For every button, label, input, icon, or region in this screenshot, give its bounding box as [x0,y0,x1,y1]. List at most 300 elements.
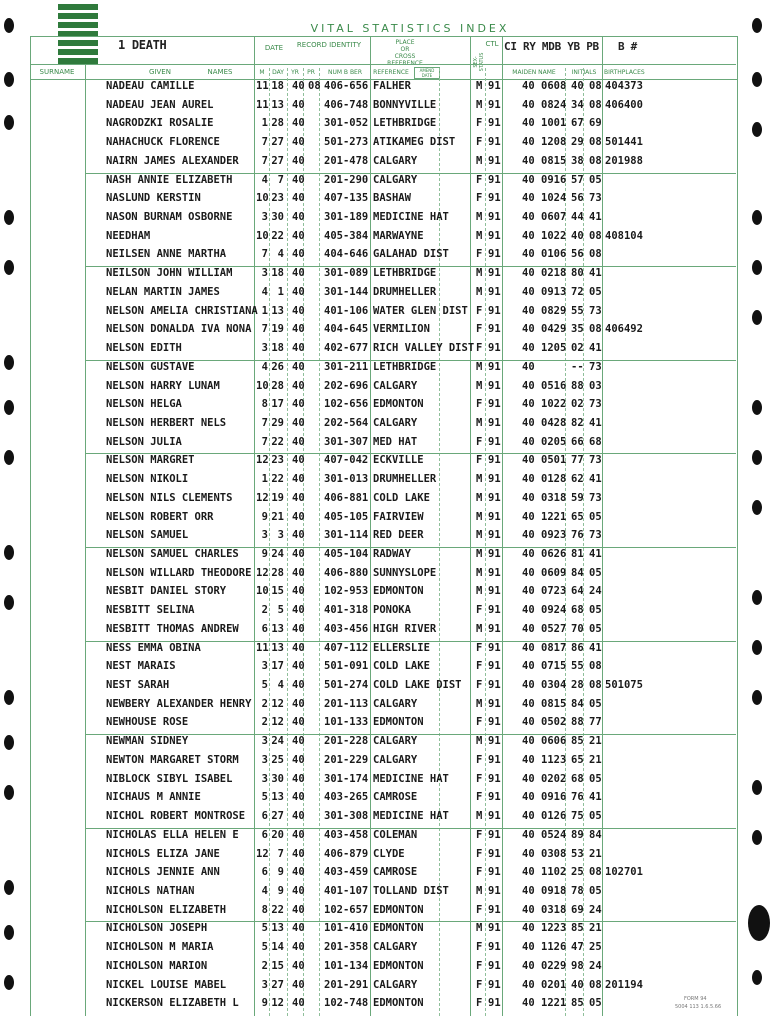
month-cell: 7 [261,154,268,167]
pb-cell: 68 [589,435,602,448]
name-cell: NEWTON MARGARET STORM [106,753,239,766]
name-cell: NEILSON JOHN WILLIAM [106,267,233,280]
record-number-cell: 201-291 [324,978,369,991]
pb-cell: 41 [589,791,602,804]
year-cell: 40 [292,136,305,149]
yb-cell: 76 [571,529,584,542]
month-cell: 1 [261,473,268,486]
month-cell: 3 [261,772,268,785]
record-number-cell: 102-748 [324,997,369,1010]
record-number-cell: 301-211 [324,360,369,373]
mdb-cell: 1102 [541,866,567,879]
sex-status-header: SEX-STATUS [473,52,485,72]
record-row [30,866,736,885]
sex-cell: F [476,997,483,1010]
b-number-header: B # [618,40,637,53]
name-cell: NEILSEN ANNE MARTHA [106,248,227,261]
record-row [30,642,736,661]
yb-cell: 44 [571,211,584,224]
ctl-cell: 91 [488,847,501,860]
ctl-cell: 91 [488,660,501,673]
year-cell: 40 [292,510,305,523]
year-cell: 40 [292,697,305,710]
ctl-cell: 91 [488,622,501,635]
sex-cell: M [476,922,483,935]
sex-cell: F [476,192,483,205]
place-cell: CALGARY [373,753,418,766]
pb-cell: 24 [589,903,602,916]
yb-cell: 98 [571,959,584,972]
sex-cell: M [476,622,483,635]
pb-cell: 05 [589,697,602,710]
ctl-cell: 91 [488,884,501,897]
mdb-cell: 0916 [541,791,567,804]
pb-cell: 08 [589,248,602,261]
record-number-cell: 403-456 [324,622,369,635]
month-cell: 12 [256,454,269,467]
punch-hole [4,450,14,465]
record-row [30,305,736,324]
place-cell: MARWAYNE [373,229,424,242]
day-cell: 12 [271,716,284,729]
year-cell: 40 [292,903,305,916]
record-number-cell: 201-228 [324,735,369,748]
mdb-cell: 0524 [541,828,567,841]
name-cell: NASH ANNIE ELIZABETH [106,173,233,186]
record-number-cell: 301-013 [324,473,369,486]
record-number-cell: 301-052 [324,117,369,130]
ctl-cell: 91 [488,997,501,1010]
month-cell: 10 [256,229,269,242]
ctl-cell: 91 [488,903,501,916]
ci-ry-cell: 40 [522,959,535,972]
record-row [30,342,736,361]
month-cell: 8 [261,398,268,411]
record-row [30,922,736,941]
ctl-cell: 91 [488,510,501,523]
record-row [30,248,736,267]
sex-cell: M [476,379,483,392]
yb-cell: 66 [571,435,584,448]
record-row [30,941,736,960]
yb-cell: 70 [571,622,584,635]
sex-cell: M [476,285,483,298]
ci-ry-cell: 40 [522,360,535,373]
yb-cell: 56 [571,192,584,205]
year-cell: 40 [292,922,305,935]
year-cell: 40 [292,884,305,897]
month-cell: 8 [261,903,268,916]
day-cell: 18 [271,267,284,280]
mdb-cell: 0205 [541,435,567,448]
pb-cell: 08 [589,323,602,336]
day-cell: 19 [271,491,284,504]
day-cell: 28 [271,379,284,392]
ctl-cell: 91 [488,529,501,542]
reference-label: REFERENCE [373,69,409,76]
ci-ry-cell: 40 [522,98,535,111]
mdb-cell: 0829 [541,304,567,317]
initials-label: INITIALS [571,69,597,76]
mdb-cell: 0318 [541,491,567,504]
ctl-cell: 91 [488,173,501,186]
punch-hole [4,210,14,225]
punch-hole [4,545,14,560]
sex-cell: M [476,510,483,523]
yb-cell: 65 [571,510,584,523]
ctl-cell: 91 [488,117,501,130]
sex-cell: F [476,828,483,841]
year-cell: 40 [292,959,305,972]
ci-ry-cell: 40 [522,473,535,486]
sex-cell: F [476,173,483,186]
name-cell: NICHOLAS ELLA HELEN E [106,828,239,841]
yb-cell: 64 [571,585,584,598]
mdb-cell: 0715 [541,660,567,673]
place-cell: TOLLAND DIST [373,884,449,897]
given-label: GIVEN [149,68,171,76]
ci-ry-cell: 40 [522,641,535,654]
day-cell: 26 [271,360,284,373]
record-number-cell: 102-657 [324,903,369,916]
yb-cell: 40 [571,978,584,991]
name-cell: NESBITT THOMAS ANDREW [106,622,239,635]
punch-hole [4,355,14,370]
ci-ry-cell: 40 [522,435,535,448]
ci-ry-cell: 40 [522,828,535,841]
day-cell: 15 [271,959,284,972]
day-cell: 22 [271,473,284,486]
yb-cell: 53 [571,847,584,860]
sex-cell: F [476,753,483,766]
place-cell: CALGARY [373,416,418,429]
day-cell: 24 [271,548,284,560]
year-cell: 40 [292,566,305,579]
place-cell: EDMONTON [373,398,424,411]
day-cell: 13 [271,791,284,804]
day-cell: 3 [277,529,284,542]
year-cell: 40 [292,154,305,167]
place-cell: DRUMHELLER [373,473,437,486]
punch-hole [4,18,14,33]
ci-ry-cell: 40 [522,454,535,467]
record-row [30,548,736,567]
ci-ry-cell: 40 [522,192,535,205]
record-row [30,904,736,923]
record-row [30,791,736,810]
day-cell: 30 [271,772,284,785]
ci-ry-cell: 40 [522,117,535,130]
yb-cell: 85 [571,997,584,1010]
record-number-cell: 405-384 [324,229,369,242]
place-cell: BONNYVILLE [373,98,437,111]
sex-cell: M [476,229,483,242]
year-cell: 40 [292,997,305,1010]
ctl-cell: 91 [488,753,501,766]
ctl-cell: 91 [488,360,501,373]
sex-cell: M [476,416,483,429]
place-cell: CALGARY [373,173,418,186]
ctl-cell: 91 [488,229,501,242]
name-cell: NICHOLS NATHAN [106,884,195,897]
punch-hole [752,260,762,275]
record-row [30,829,736,848]
month-cell: 5 [261,679,268,692]
punch-hole [752,450,762,465]
record-number-cell: 501-091 [324,660,369,673]
b-number-cell: 501075 [605,679,643,692]
name-cell: NELSON SAMUEL CHARLES [106,548,239,560]
ctl-cell: 91 [488,716,501,729]
yb-cell: 88 [571,716,584,729]
pb-cell: 08 [589,136,602,149]
record-number-cell: 401-318 [324,604,369,617]
mdb-cell: 0126 [541,810,567,823]
mdb-cell: 0916 [541,173,567,186]
record-row [30,136,736,155]
record-row [30,192,736,211]
record-row [30,473,736,492]
ctl-cell: 91 [488,548,501,560]
name-cell: NAIRN JAMES ALEXANDER [106,154,239,167]
mdb-cell: 0304 [541,679,567,692]
mdb-cell: 0815 [541,154,567,167]
mdb-cell: 0723 [541,585,567,598]
record-row [30,585,736,604]
b-number-cell: 408104 [605,229,643,242]
sex-cell: M [476,154,483,167]
year-cell: 40 [292,735,305,748]
name-cell: NELSON EDITH [106,342,182,355]
ci-ry-cell: 40 [522,304,535,317]
record-number-cell: 301-307 [324,435,369,448]
pr-cell: 08 [308,80,321,92]
day-cell: 18 [271,342,284,355]
ctl-cell: 91 [488,211,501,224]
mdb-cell: 1001 [541,117,567,130]
record-number-cell: 201-113 [324,697,369,710]
ci-ry-cell: 40 [522,566,535,579]
ctl-cell: 91 [488,941,501,954]
month-cell: 9 [261,997,268,1010]
record-number-cell: 403-459 [324,866,369,879]
place-cell: COLEMAN [373,828,418,841]
pb-cell: 08 [589,978,602,991]
year-cell: 40 [292,416,305,429]
ci-ry-cell: 40 [522,604,535,617]
name-cell: NADEAU JEAN AUREL [106,98,214,111]
mdb-cell: 0824 [541,98,567,111]
punch-hole [752,72,762,87]
record-row [30,716,736,735]
day-cell: 23 [271,454,284,467]
place-cell: MEDICINE HAT [373,810,449,823]
sex-cell: M [476,810,483,823]
place-cell: CAMROSE [373,791,418,804]
mdb-cell: 0501 [541,454,567,467]
punch-hole [4,595,14,610]
pb-cell: 21 [589,753,602,766]
name-cell: NEWBERY ALEXANDER HENRY [106,697,252,710]
record-number-cell: 403-265 [324,791,369,804]
pb-cell: 73 [589,529,602,542]
yb-cell: -- [571,360,584,373]
place-cell: RICH VALLEY DIST [373,342,475,355]
ci-ry-cell: 40 [522,941,535,954]
year-cell: 40 [292,491,305,504]
record-row [30,735,736,754]
place-cell: GALAHAD DIST [373,248,449,261]
name-cell: NICKERSON ELIZABETH L [106,997,239,1010]
record-identity-header: RECORD IDENTITY [296,41,362,49]
yb-cell: 72 [571,285,584,298]
record-row [30,454,736,473]
record-row [30,361,736,380]
place-cell: EDMONTON [373,922,424,935]
month-cell: 6 [261,810,268,823]
month-cell: 3 [261,753,268,766]
ctl-cell: 91 [488,267,501,280]
ctl-cell: 91 [488,454,501,467]
punch-hole [752,830,762,845]
yb-cell: 62 [571,473,584,486]
place-cell: ATIKAMEG DIST [373,136,456,149]
sex-cell: F [476,791,483,804]
record-row [30,99,736,118]
name-cell: NEEDHAM [106,229,151,242]
yb-cell: 68 [571,772,584,785]
pb-cell: 05 [589,884,602,897]
mdb-cell: 0106 [541,248,567,261]
record-row [30,174,736,193]
yb-cell: 84 [571,697,584,710]
ctl-cell: 91 [488,323,501,336]
pb-cell: 21 [589,847,602,860]
ci-ry-cell: 40 [522,510,535,523]
ci-ry-cell: 40 [522,80,535,92]
yb-cell: 78 [571,884,584,897]
sex-cell: F [476,398,483,411]
name-cell: NELSON SAMUEL [106,529,189,542]
record-row [30,80,736,99]
mdb-cell: 0923 [541,529,567,542]
name-cell: NELSON NILS CLEMENTS [106,491,233,504]
month-cell: 11 [256,98,269,111]
record-row [30,436,736,455]
ci-ry-cell: 40 [522,622,535,635]
place-cell: VERMILION [373,323,430,336]
month-cell: 4 [261,285,268,298]
day-cell: 14 [271,941,284,954]
name-cell: NELSON GUSTAVE [106,360,195,373]
record-row [30,773,736,792]
pb-cell: 05 [589,510,602,523]
place-cell: EDMONTON [373,997,424,1010]
ctl-cell: 91 [488,136,501,149]
sex-cell: F [476,660,483,673]
record-row [30,810,736,829]
year-cell: 40 [292,604,305,617]
mdb-cell: 1126 [541,941,567,954]
record-number-cell: 301-189 [324,211,369,224]
day-cell: 13 [271,304,284,317]
mdb-cell: 1123 [541,753,567,766]
pb-cell: 41 [589,267,602,280]
year-cell: 40 [292,622,305,635]
record-row [30,754,736,773]
year-cell: 40 [292,772,305,785]
place-cell: PONOKA [373,604,411,617]
ctl-cell: 91 [488,791,501,804]
record-number-cell: 201-229 [324,753,369,766]
name-cell: NICHOLSON ELIZABETH [106,903,227,916]
place-cell: EDMONTON [373,585,424,598]
day-cell: 17 [271,660,284,673]
ctl-cell: 91 [488,379,501,392]
sex-cell: F [476,342,483,355]
year-cell: 40 [292,473,305,486]
mdb-cell: 0318 [541,903,567,916]
name-cell: NICKEL LOUISE MABEL [106,978,227,991]
mdb-cell: 1022 [541,398,567,411]
name-cell: NICHOLS ELIZA JANE [106,847,220,860]
sex-cell: F [476,323,483,336]
record-number-cell: 404-646 [324,248,369,261]
punch-hole [4,925,14,940]
mdb-cell: 0606 [541,735,567,748]
ci-ry-cell: 40 [522,229,535,242]
yb-cell: 88 [571,379,584,392]
month-cell: 3 [261,660,268,673]
yb-cell: 47 [571,941,584,954]
year-cell: 40 [292,80,305,92]
sex-cell: M [476,267,483,280]
sex-cell: M [476,491,483,504]
place-cell: EDMONTON [373,959,424,972]
pb-cell: 24 [589,585,602,598]
ci-ry-cell: 40 [522,922,535,935]
name-cell: NELSON DONALDA IVA NONA [106,323,252,336]
record-number-cell: 201-478 [324,154,369,167]
yb-cell: 35 [571,323,584,336]
name-cell: NADEAU CAMILLE [106,80,195,92]
ctl-cell: 91 [488,959,501,972]
name-cell: NELSON AMELIA CHRISTIANA [106,304,258,317]
ci-ry-cell: 40 [522,753,535,766]
year-cell: 40 [292,828,305,841]
yb-cell: 55 [571,304,584,317]
year-cell: 40 [292,753,305,766]
day-cell: 27 [271,154,284,167]
place-cell: LETHBRIDGE [373,267,437,280]
month-cell: 1 [261,304,268,317]
year-cell: 40 [292,267,305,280]
name-cell: NELSON HELGA [106,398,182,411]
day-cell: 19 [271,323,284,336]
sex-cell: F [476,117,483,130]
place-cell: EDMONTON [373,716,424,729]
punch-hole [752,400,762,415]
mdb-cell: 1022 [541,229,567,242]
record-number-cell: 406-881 [324,491,369,504]
place-cell: CALGARY [373,941,418,954]
record-row [30,660,736,679]
ctl-cell: 91 [488,810,501,823]
pb-cell: 41 [589,211,602,224]
month-cell: 5 [261,922,268,935]
sex-cell: F [476,903,483,916]
punch-hole [4,72,14,87]
